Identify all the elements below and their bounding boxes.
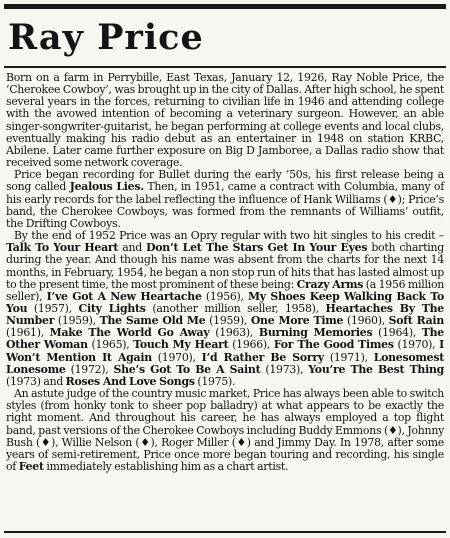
song-title: Burning Memories bbox=[258, 326, 373, 340]
paragraph-career-summary bbox=[6, 388, 444, 473]
song-title: For The Good Times bbox=[273, 338, 394, 352]
text: (1966), bbox=[228, 338, 274, 352]
bottom-rule bbox=[4, 531, 446, 533]
song-title: City Lights bbox=[78, 301, 146, 315]
text: immediately establishing him as a chart artist. bbox=[43, 460, 289, 473]
paragraph-early-recordings bbox=[6, 169, 444, 230]
text: By the end of 1952 Price was an Opry regular with two hit singles to his credit – bbox=[14, 229, 444, 243]
text: Price began recording for Bullet during the early ’50s, his first release being a song called bbox=[6, 168, 444, 194]
text: (1970), bbox=[393, 338, 440, 352]
text: (1961), bbox=[6, 326, 50, 340]
song-title: My Shoes Keep Walking Back To You bbox=[6, 289, 444, 315]
text: (1973) and bbox=[6, 374, 66, 388]
song-title: Heartaches By The Number bbox=[6, 301, 444, 328]
text: Then, in 1951, came a contract with Columbia, many of his early records for the label reflecting the influence of Hank Williams (♦); Price’s band, the Cherokee Cowboys, was formed from the remnants of Williams’ outfit, the Drifting Cowboys. bbox=[6, 180, 444, 230]
text: (1975). bbox=[194, 374, 236, 388]
article-body bbox=[6, 72, 444, 473]
song-title: Roses And Love Songs bbox=[65, 374, 195, 388]
song-title: Feet bbox=[18, 460, 44, 473]
song-title: One More Time bbox=[250, 314, 344, 328]
article-title: Ray Price bbox=[8, 17, 204, 58]
text: (1964), bbox=[372, 326, 422, 340]
song-title: Jealous Lies. bbox=[69, 180, 144, 194]
song-title: I’d Rather Be Sorry bbox=[201, 350, 324, 364]
song-title: You’re The Best Thing bbox=[308, 362, 445, 376]
text: (another million seller, 1958), bbox=[145, 301, 326, 315]
text: An astute judge of the country music market, Price has always been able to switch styles (from honky tonk to sheer pop balladry) at what appears to be exactly the right moment. And throughout his career, he has always employed a top flight band, past versions of the Cherokee Cowboys including Buddy Emmons (♦), Johnny Bush (♦), Willie Nelson (♦), Roger Miller (♦) and Jimmy Day. In 1978, after some years of semi-retirement, Price once more began touring and recording, his single of bbox=[6, 387, 444, 473]
song-title: Make The World Go Away bbox=[49, 326, 210, 340]
text: (1965), bbox=[87, 338, 134, 352]
song-title: Lonesomest Lonesome bbox=[6, 350, 444, 376]
song-title: Soft Rain bbox=[388, 314, 444, 328]
title-rule bbox=[4, 66, 446, 68]
text: and bbox=[118, 241, 147, 255]
song-title: Touch My Heart bbox=[133, 338, 229, 352]
text: (1970), bbox=[151, 350, 202, 364]
text: (1957), bbox=[27, 301, 79, 315]
text: (1963), bbox=[209, 326, 259, 340]
text: (1959), bbox=[54, 314, 100, 328]
song-title: I Won’t Mention It Again bbox=[6, 338, 445, 364]
top-rule bbox=[4, 4, 446, 9]
song-title: I’ve Got A New Heartache bbox=[46, 289, 202, 303]
paragraph-early-life: Born on a farm in Perrybille, East Texas, January 12, 1926, Ray Noble Price, the ‘Cherokee Cowboy’, was brought up in the city of Dallas. After high school, he spent several years in the forces, returning to civilian life in 1946 and attending college with the avowed intention of becoming a veterinary surgeon. However, an able singer-songwriter-guitarist, he began performing at college events and local clubs, eventually making his radio debut as an entertainer in 1948 on station KRBC, Abilene. Later came further exposure on Big D Jamboree, a Dallas radio show that received some network coverage. bbox=[6, 71, 444, 170]
text: both charting during the year. And though his name was absent from the charts for the next 14 months, in February, 1954, he began a non stop run of hits that has lasted almost up to the present time, the most prominent of these being: bbox=[6, 241, 444, 291]
song-title: She’s Got To Be A Saint bbox=[113, 362, 261, 376]
song-title: The Other Woman bbox=[6, 326, 444, 352]
song-title: Talk To Your Heart bbox=[6, 241, 119, 255]
song-title: Don’t Let The Stars Get In Your Eyes bbox=[146, 241, 368, 255]
text: (1972), bbox=[65, 362, 114, 376]
text: (1960), bbox=[343, 314, 389, 328]
text: (1959), bbox=[205, 314, 251, 328]
text: (1973), bbox=[260, 362, 309, 376]
text: (a 1956 million seller), bbox=[6, 277, 445, 303]
song-title: Crazy Arms bbox=[296, 277, 364, 291]
paragraph-hits bbox=[6, 230, 444, 388]
text: (1971), bbox=[323, 350, 374, 364]
text: (1956), bbox=[201, 289, 248, 303]
song-title: The Same Old Me bbox=[99, 314, 206, 328]
